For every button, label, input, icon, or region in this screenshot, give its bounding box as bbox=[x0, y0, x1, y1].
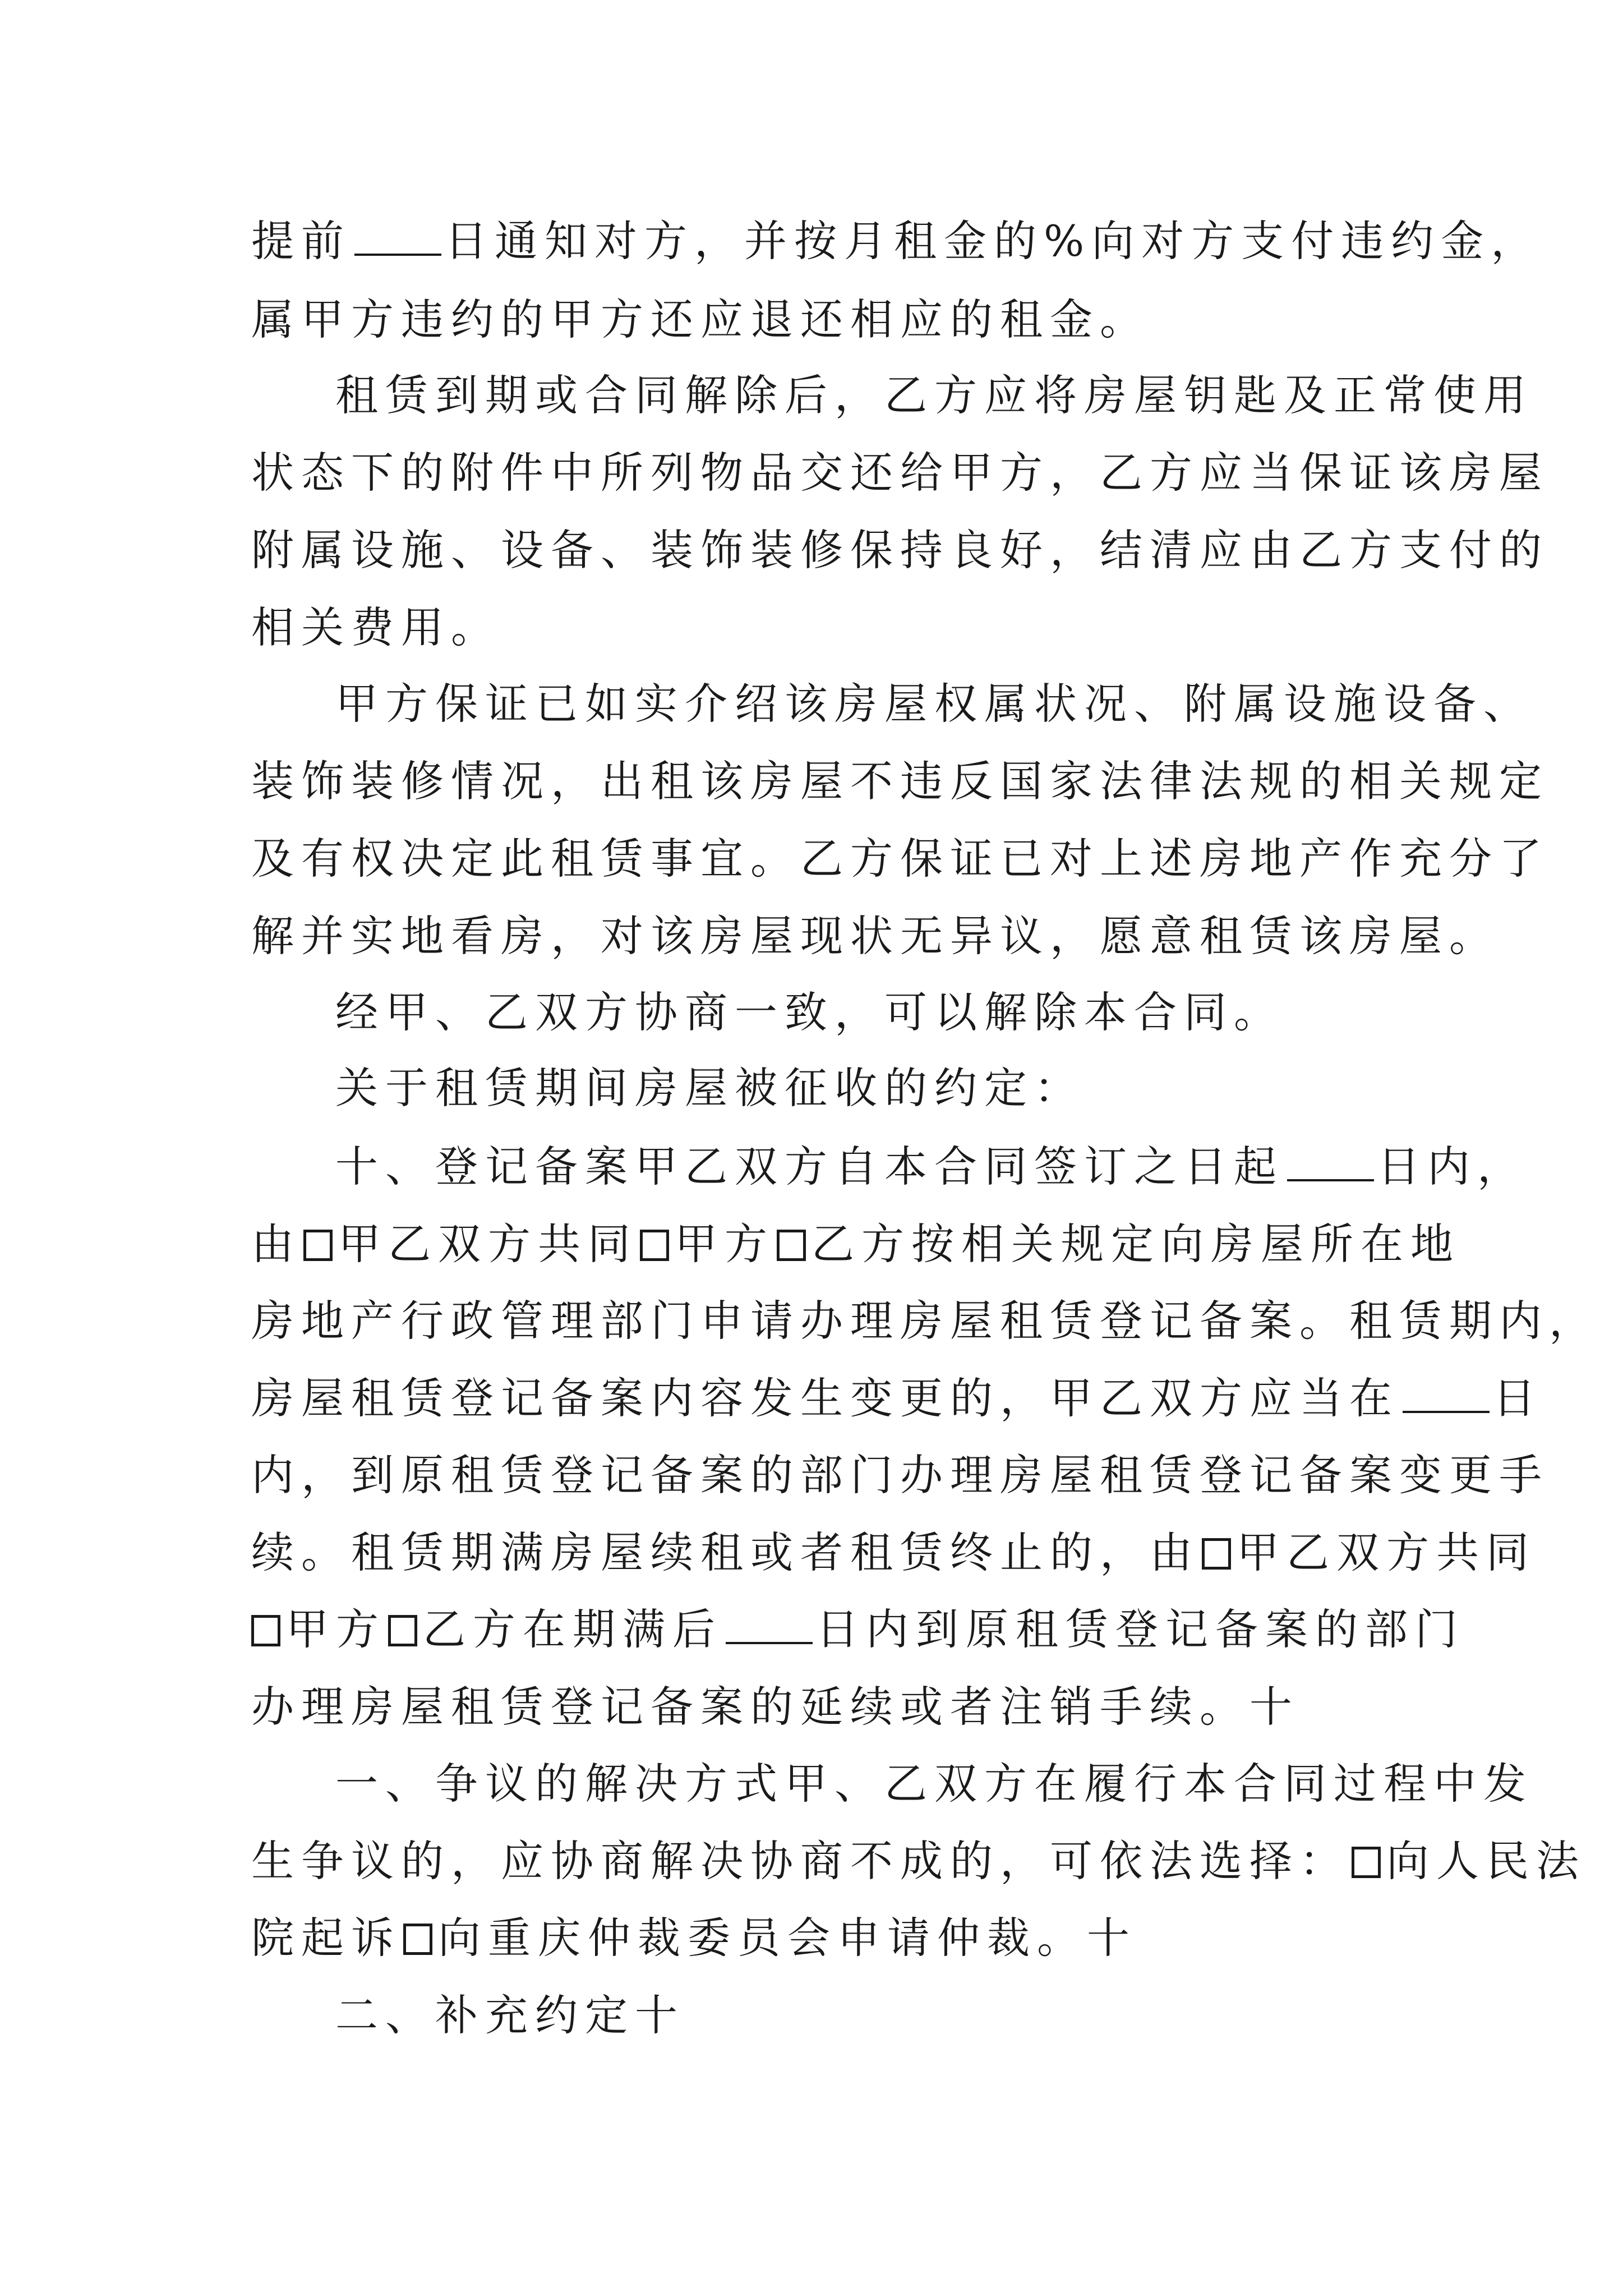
para3-line3: 及有权决定此租赁事宜。乙方保证已对上述房地产作充分了 bbox=[251, 834, 1549, 884]
para2-line4: 相关费用。 bbox=[251, 602, 501, 652]
checkbox[interactable] bbox=[1202, 1538, 1231, 1570]
checkbox[interactable] bbox=[251, 1615, 280, 1646]
para6-line2 bbox=[251, 1216, 1460, 1272]
checkbox[interactable] bbox=[640, 1230, 669, 1261]
para7-text: 生争议的，应协商解决协商不成的，可依法选择： bbox=[251, 1836, 1349, 1886]
checkbox[interactable] bbox=[388, 1615, 417, 1646]
para7-line1: 一、争议的解决方式甲、乙双方在履行本合同过程中发 bbox=[335, 1759, 1533, 1809]
para6-line7 bbox=[251, 1602, 1465, 1658]
para3-line1: 甲方保证已如实介绍该房屋权属状况、附属设施设备、 bbox=[335, 679, 1533, 729]
para6-text: 日内到原租赁登记备案的部门 bbox=[816, 1604, 1465, 1654]
para1-text-a: 提前 bbox=[251, 216, 351, 266]
para6-text: 房屋租赁登记备案内容发生变更的，甲乙双方应当在 bbox=[251, 1373, 1399, 1423]
para2-line2: 状态下的附件中所列物品交还给甲方，乙方应当保证该房屋 bbox=[251, 448, 1549, 498]
para4-line1: 经甲、乙双方协商一致，可以解除本合同。 bbox=[335, 987, 1284, 1037]
para1-line1 bbox=[251, 213, 1541, 269]
para7-line3 bbox=[251, 1910, 1137, 1966]
checkbox[interactable] bbox=[1352, 1847, 1381, 1878]
para6-line4 bbox=[251, 1370, 1543, 1427]
para2-line3: 附属设施、设备、装饰装修保持良好，结清应由乙方支付的 bbox=[251, 525, 1549, 575]
para3-line2: 装饰装修情况，出租该房屋不违反国家法律法规的相关规定 bbox=[251, 756, 1549, 806]
fill-blank bbox=[1287, 1177, 1374, 1181]
checkbox[interactable] bbox=[403, 1924, 432, 1955]
para6-text: 甲方 bbox=[286, 1604, 386, 1654]
para6-line8: 办理房屋租赁登记备案的延续或者注销手续。十 bbox=[251, 1682, 1299, 1732]
para7-text: 向重庆仲裁委员会申请仲裁。十 bbox=[438, 1913, 1137, 1963]
para6-text: 续。租赁期满房屋续租或者租赁终止的，由 bbox=[251, 1527, 1200, 1577]
para6-line5: 内，到原租赁登记备案的部门办理房屋租赁登记备案变更手 bbox=[251, 1450, 1549, 1500]
para6-text: 乙方按相关规定向房屋所在地 bbox=[811, 1219, 1460, 1269]
para6-text: 由 bbox=[251, 1219, 301, 1269]
para6-line3: 房地产行政管理部门申请办理房屋租赁登记备案。租赁期内， bbox=[251, 1296, 1599, 1346]
para6-text: 甲方 bbox=[675, 1219, 774, 1269]
para6-text: 甲乙双方共同 bbox=[338, 1219, 638, 1269]
para6-text: 甲乙双方共同 bbox=[1237, 1527, 1536, 1577]
para6-text: 日内， bbox=[1377, 1142, 1527, 1191]
para3-line4: 解并实地看房，对该房屋现状无异议，愿意租赁该房屋。 bbox=[251, 911, 1499, 961]
para7-text: 院起诉 bbox=[251, 1913, 401, 1963]
fill-blank bbox=[726, 1640, 813, 1644]
para7-text: 向人民法 bbox=[1386, 1836, 1586, 1886]
para2-line1: 租赁到期或合同解除后，乙方应将房屋钥匙及正常使用 bbox=[335, 370, 1533, 420]
para5-line1: 关于租赁期间房屋被征收的约定： bbox=[335, 1063, 1084, 1113]
fill-blank bbox=[1403, 1409, 1490, 1413]
checkbox[interactable] bbox=[303, 1230, 333, 1261]
para6-line6 bbox=[251, 1525, 1536, 1581]
para1-text-b: 日通知对方，并按月租金的%向对方支付违约金， bbox=[445, 216, 1541, 266]
checkbox[interactable] bbox=[777, 1230, 806, 1261]
para6-text: 十、登记备案甲乙双方自本合同签订之日起 bbox=[335, 1142, 1284, 1191]
para1-line2: 属甲方违约的甲方还应退还相应的租金。 bbox=[251, 295, 1150, 344]
para6-line1 bbox=[335, 1139, 1527, 1195]
para6-text: 乙方在期满后 bbox=[423, 1604, 722, 1654]
para7-line2 bbox=[251, 1833, 1586, 1889]
para8-line1: 二、补充约定十 bbox=[335, 1990, 685, 2040]
para6-text: 日 bbox=[1493, 1373, 1543, 1423]
fill-blank bbox=[354, 251, 441, 256]
